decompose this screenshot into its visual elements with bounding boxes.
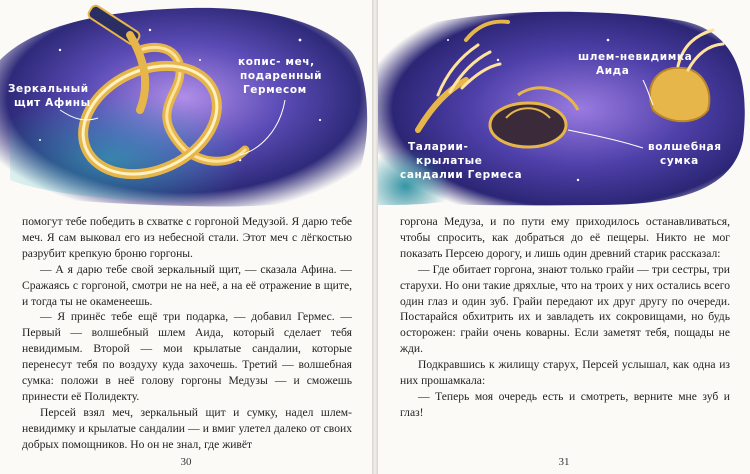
- svg-text:подаренный: подаренный: [240, 70, 323, 82]
- illustration-helmet-sandals-bag: [378, 0, 750, 215]
- svg-text:сандалии Гермеса: сандалии Гермеса: [400, 169, 523, 181]
- svg-text:волшебная: волшебная: [648, 141, 722, 153]
- paragraph: — А я дарю тебе свой зеркальный щит, — сказала Афина. — Сражаясь с горгоной, смотри не на неё, а на её отражение в щите, и тогда ты не окаменеешь.: [22, 262, 352, 308]
- illustration-sword-shield: [0, 0, 372, 215]
- page-number-right: 31: [558, 456, 570, 468]
- right-body-text: [400, 214, 730, 421]
- paragraph: — Я принёс тебе ещё три подарка, — добавил Гермес. — Первый — волшебный шлем Аида, который сделает тебя невидимым. Второй — мои крылатые сандалии, которые перенесут тебя по воздуху куда захочешь. Третий — волшебная сумка: положи в неё голову горгоны Медузы — и сможешь принести её Полидекту.: [22, 310, 352, 403]
- svg-text:крылатые: крылатые: [416, 155, 483, 167]
- svg-text:Таларии-: Таларии-: [408, 141, 469, 153]
- svg-text:копис- меч,: копис- меч,: [238, 56, 315, 68]
- paragraph: помогут тебе победить в схватке с горгоной Медузой. Я дарю тебе меч. Я сам выковал его из небесной стали. Этот меч с лёгкостью разрубит крепкую броню горгоны.: [22, 215, 352, 260]
- paragraph: — Теперь моя очередь есть и смотреть, верните мне зуб и глаз!: [400, 389, 730, 419]
- right-page: [378, 0, 750, 474]
- svg-text:шлем-невидимка: шлем-невидимка: [578, 51, 693, 63]
- svg-text:щит Афины: щит Афины: [14, 97, 91, 109]
- left-page: [0, 0, 372, 474]
- svg-text:Гермесом: Гермесом: [243, 84, 307, 96]
- paragraph: Подкравшись к жилищу старух, Персей услышал, как одна из них прошамкала:: [400, 358, 730, 388]
- paragraph: — Где обитает горгона, знают только грайи — три сестры, три старухи. Но они такие дряхлые, что на троих у них остались всего один глаз и один зуб. Грайи передают их друг другу по очереди. Постарайся обхитрить их и завладеть их сокровищами, но будь осторожен: грайи очень коварны. Если заметят тебя, пощады не жди.: [400, 262, 730, 356]
- svg-text:Аида: Аида: [596, 65, 630, 77]
- paragraph: горгона Медуза, и по пути ему приходилось останавливаться, чтобы спросить, как добраться до её пещеры. Никто не мог показать Персею дорогу, и лишь один древний старик рассказал:: [400, 215, 730, 260]
- paragraph: Персей взял меч, зеркальный щит и сумку, надел шлем-невидимку и крылатые сандалии — и вмиг улетел далеко от своих добрых помощников. Но он не знал, где живёт: [22, 405, 352, 451]
- svg-text:сумка: сумка: [660, 155, 699, 167]
- svg-text:Зеркальный: Зеркальный: [8, 83, 89, 95]
- left-body-text: [22, 214, 352, 453]
- page-number-left: 30: [180, 456, 192, 468]
